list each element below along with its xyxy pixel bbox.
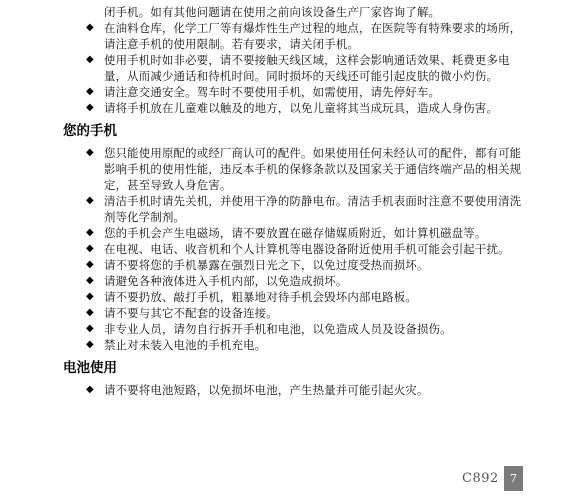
list-item-text: 请不要将电池短路，以免损坏电池，产生热量并可能引起火灾。 [104, 383, 429, 397]
list-item-text: 请注意交通安全。驾车时不要使用手机，如需使用，请先停好车。 [104, 85, 441, 99]
section-heading-battery: 电池使用 [63, 360, 117, 376]
bullet-diamond-icon: ◆ [86, 54, 94, 65]
list-item [86, 337, 528, 353]
bullet-diamond-icon: ◆ [86, 384, 94, 395]
list-item [86, 241, 528, 257]
model-name: C892 [462, 471, 499, 486]
bullet-diamond-icon: ◆ [86, 147, 94, 158]
page-number: 7 [504, 466, 523, 491]
list-item-text: 禁止对未装入电池的手机充电。 [104, 338, 267, 352]
list-item-text: 在电视、电话、收音机和个人计算机等电器设备附近使用手机可能会引起干扰。 [104, 242, 510, 256]
list-item-text: 在油料仓库，化学工厂等有爆炸性生产过程的地点，在医院等有特殊要求的场所，请注意手机的使用限制。若有要求，请关闭手机。 [104, 21, 522, 51]
bullet-diamond-icon: ◆ [86, 227, 94, 238]
list-item [86, 225, 528, 241]
list-item-text: 清洁手机时请先关机，并使用干净的防静电布。清洁手机表面时注意不要使用清洗剂等化学制剂。 [104, 194, 522, 224]
list-item-text: 请将手机放在儿童难以触及的地方，以免儿童将其当成玩具，造成人身伤害。 [104, 101, 499, 115]
list-item [86, 289, 528, 305]
list-item [86, 145, 528, 193]
bullet-diamond-icon: ◆ [86, 22, 94, 33]
list-item-text: 请避免各种液体进入手机内部，以免造成损坏。 [104, 274, 348, 288]
list-item [86, 193, 528, 225]
list-item [86, 321, 528, 337]
list-item [86, 100, 528, 116]
bullet-diamond-icon: ◆ [86, 339, 94, 350]
bullet-diamond-icon: ◆ [86, 307, 94, 318]
bullet-diamond-icon: ◆ [86, 259, 94, 270]
list-item-text: 请不要与其它不配套的设备连接。 [104, 306, 278, 320]
section-heading-phone: 您的手机 [63, 123, 117, 139]
bullet-diamond-icon: ◆ [86, 102, 94, 113]
list-item [86, 382, 528, 398]
intro-line: 闭手机。如有其他问题请在使用之前向该设备生产厂家咨询了解。 [104, 5, 441, 19]
list-item [86, 20, 528, 52]
list-item [86, 84, 528, 100]
bullet-diamond-icon: ◆ [86, 275, 94, 286]
bullet-diamond-icon: ◆ [86, 243, 94, 254]
list-item-text: 非专业人员，请勿自行拆开手机和电池，以免造成人员及设备损伤。 [104, 322, 452, 336]
bullet-diamond-icon: ◆ [86, 86, 94, 97]
list-item-text: 请不要扔放、敲打手机，粗暴地对待手机会毁坏内部电路板。 [104, 290, 417, 304]
bullet-diamond-icon: ◆ [86, 195, 94, 206]
list-item-text: 您的手机会产生电磁场，请不要放置在磁存储媒质附近，如计算机磁盘等。 [104, 226, 487, 240]
list-item-text: 您只能使用原配的或经厂商认可的配件。如果使用任何未经认可的配件，都有可能影响手机的使用性能，违反本手机的保修条款以及国家关于通信终端产品的相关规定，甚至导致人身危害。 [104, 146, 522, 192]
bullet-diamond-icon: ◆ [86, 323, 94, 334]
list-item [86, 257, 528, 273]
list-item [86, 305, 528, 321]
list-item [86, 273, 528, 289]
list-item-text: 请不要将您的手机暴露在强烈日光之下，以免过度受热而损坏。 [104, 258, 429, 272]
list-item-text: 使用手机时如非必要，请不要接触天线区域，这样会影响通话效果、耗费更多电量，从而减少通话和待机时间。同时损坏的天线还可能引起皮肤的微小灼伤。 [104, 53, 510, 83]
list-item [86, 52, 528, 84]
bullet-diamond-icon: ◆ [86, 291, 94, 302]
